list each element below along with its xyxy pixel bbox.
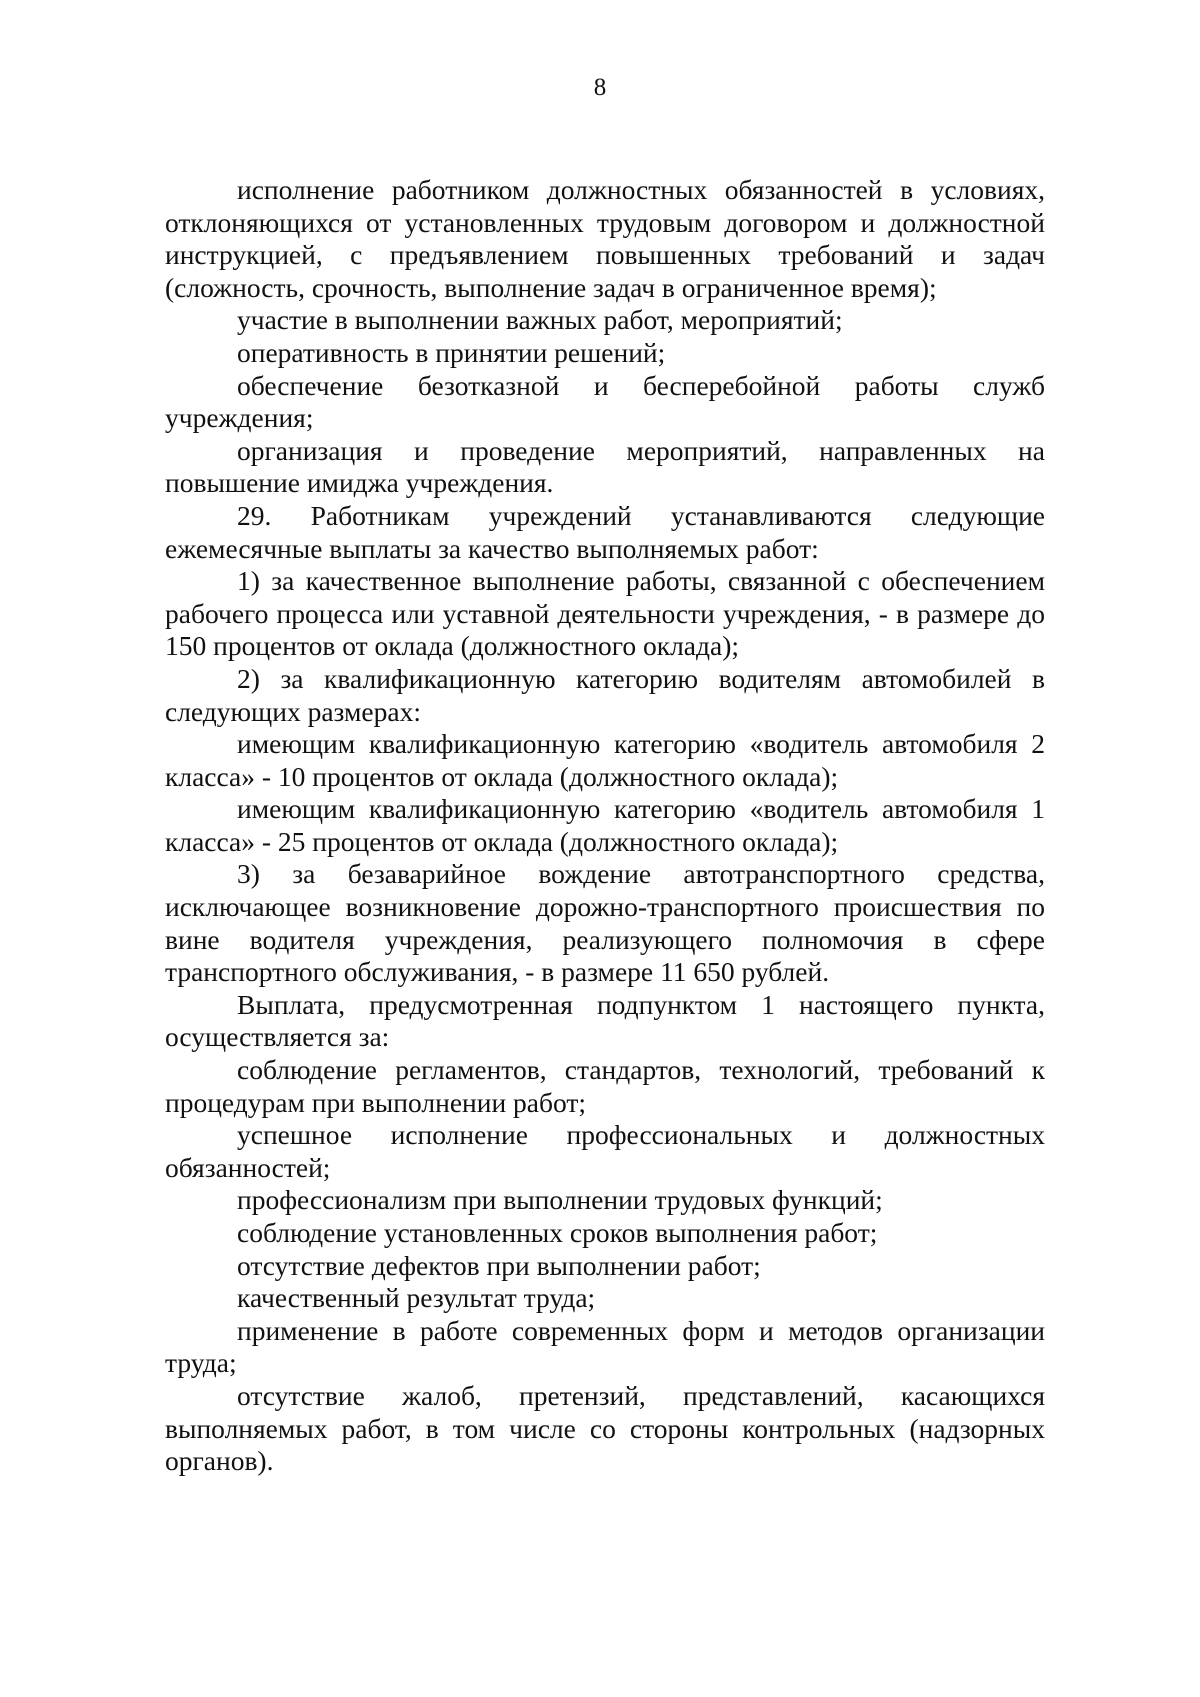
paragraph-no-complaints: отсутствие жалоб, претензий, представлений, касающихся выполняемых работ, в том числе со стороны контрольных (надзорных органов).	[165, 1379, 1045, 1477]
paragraph-deadlines: соблюдение установленных сроков выполнения работ;	[237, 1217, 878, 1248]
paragraph-uninterrupted-work: обеспечение безотказной и бесперебойной работы служб учреждения;	[165, 369, 1045, 434]
paragraph-driver-class-1: имеющим квалификационную категорию «водитель автомобиля 1 класса» - 25 процентов от оклада (должностного оклада);	[165, 793, 1045, 857]
document-body	[165, 174, 1045, 1478]
paragraph-image-events: организация и проведение мероприятий, направленных на повышение имиджа учреждения.	[165, 434, 1045, 499]
paragraph-item-29: 29. Работникам учреждений устанавливаются следующие ежемесячные выплаты за качество выполняемых работ:	[165, 499, 1045, 564]
page-number: 8	[593, 74, 607, 101]
paragraph-subitem-1: 1) за качественное выполнение работы, связанной с обеспечением рабочего процесса или уставной деятельности учреждения, - в размере до 150 процентов от оклада (должностного оклада);	[165, 565, 1045, 662]
paragraph-regulations: соблюдение регламентов, стандартов, технологий, требований к процедурам при выполнении работ;	[165, 1054, 1045, 1118]
paragraph-subitem-3: 3) за безаварийное вождение автотранспортного средства, исключающее возникновение дорожно-транспортного происшествия по вине водителя учреждения, реализующего полномочия в сфере транспортного обслуживания, - в размере 11 650 рублей.	[165, 858, 1045, 988]
paragraph-driver-class-2: имеющим квалификационную категорию «водитель автомобиля 2 класса» - 10 процентов от оклада (должностного оклада);	[165, 728, 1045, 792]
paragraph-quality-result: качественный результат труда;	[237, 1282, 596, 1314]
paragraph-payment-conditions: Выплата, предусмотренная подпунктом 1 настоящего пункта, осуществляется за:	[165, 988, 1045, 1053]
paragraph-decision-speed: оперативность в принятии решений;	[237, 336, 666, 368]
paragraph-subitem-2: 2) за квалификационную категорию водителям автомобилей в следующих размерах:	[165, 662, 1045, 727]
paragraph-professionalism: профессионализм при выполнении трудовых функций;	[237, 1184, 883, 1216]
paragraph-no-defects: отсутствие дефектов при выполнении работ;	[237, 1249, 761, 1281]
paragraph-duty-conditions: исполнение работником должностных обязанностей в условиях, отклоняющихся от установленных трудовым договором и должностной инструкцией, с предъявлением повышенных требований и задач (сложность, срочность, выполнение задач в ограниченное время);	[165, 174, 1045, 303]
paragraph-successful-performance: успешное исполнение профессиональных и должностных обязанностей;	[165, 1119, 1045, 1183]
paragraph-modern-methods: применение в работе современных форм и методов организации труда;	[165, 1314, 1045, 1379]
paragraph-important-works: участие в выполнении важных работ, мероприятий;	[237, 304, 843, 336]
